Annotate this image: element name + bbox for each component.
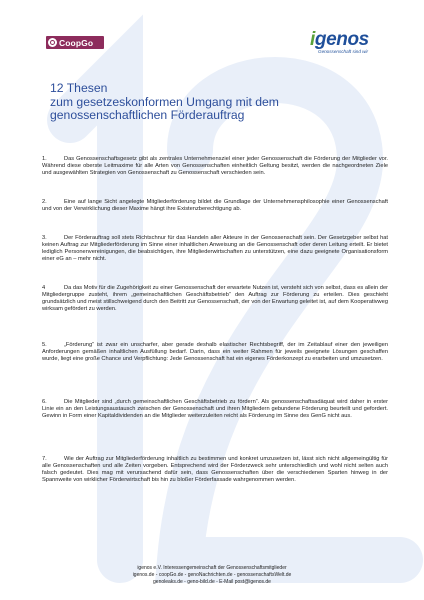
- coopgo-logo-text: CoopGo: [59, 37, 94, 48]
- thesis-2: [42, 199, 388, 213]
- title-line-3: genossenschaftlichen Förderauftrag: [50, 108, 245, 122]
- coopgo-mark-icon: [48, 38, 57, 47]
- footer-line-1: igenos e.V. Interessengemeinschaft der Genossenschaftsmitglieder: [137, 565, 287, 571]
- title-line-2: zum gesetzeskonformen Umgang mit dem: [50, 94, 279, 109]
- igenos-tagline: Genossenschaft sind wir: [318, 49, 369, 54]
- thesis-number: 6.: [42, 399, 47, 405]
- footer: [60, 565, 364, 586]
- thesis-7: [42, 456, 388, 485]
- thesis-number: 7.: [42, 456, 47, 462]
- thesis-text: „Förderung“ ist zwar ein unscharfer, aber gerade deshalb elastischer Rechtsbegriff, der im Zeitablauf einer den jeweiligen Anforderungen gemäßen inhaltlichen Ausfüllung bedarf. Darin, dass ein weiter Rahmen für jeweils geeignete Lösungen geschaffen wurde, liegt eine große Chance und Verpflichtung: Jede Genossenschaft hat ein eigenes Förderkonzept zu erarbeiten und umzusetzen.: [42, 342, 388, 363]
- page-title: [50, 82, 390, 123]
- thesis-text: Der Förderauftrag soll stets Richtschnur für das Handeln aller Akteure in der Genossenschaft sein. Der Gesetzgeber selbst hat keinen Auftrag zur Mitgliederförderung im Sinne einer inhaltlichen Anweisung an die Genossenschaft oder deren Leitung erteilt. Er bietet lediglich Personenvereinigungen, die beabsichtigen, ihre Mitgliederwirtschaften zu unterstützen, eine dazu geeignete Organisationsform einer eG an – mehr nicht.: [42, 235, 388, 263]
- thesis-text: Da das Motiv für die Zugehörigkeit zu einer Genossenschaft der erwartete Nutzen ist, versteht sich von selbst, dass es allein der Mitgliedergruppe zusteht, ihrem „gemeinschaftlichen Geschäftsbetrieb“ den Auftrag zur Förderung zu erteilen. Dies geschieht grundsätzlich und meist stillschweigend durch den Beitritt zur Genossenschaft, der von der Erwartung geleitet ist, auf dem Kooperativweg wirksam gefördert zu werden.: [42, 285, 388, 313]
- thesis-number: 5.: [42, 342, 47, 348]
- footer-line-2[interactable]: igenos.de - coopGo.de - genoNachrichten.de - genossenschaftsWelt.de: [132, 572, 292, 578]
- thesis-number: 3.: [42, 235, 47, 241]
- thesis-number: 1.: [42, 156, 47, 162]
- thesis-text: Eine auf lange Sicht angelegte Mitgliederförderung bildet die Grundlage der Unternehmensphilosophie einer Genossenschaft und von der Verwirklichung dieser Maxime hängt ihre Existenzberechtigung ab.: [42, 199, 388, 213]
- thesis-number: 4: [42, 285, 46, 291]
- thesis-number: 2.: [42, 199, 47, 205]
- title-line-1: 12 Thesen: [50, 81, 108, 95]
- thesis-text: Wie der Auftrag zur Mitgliederförderung inhaltlich zu bestimmen und konkret umzusetzen ist, lässt sich nicht allgemeingültig für alle Genossenschaften und alle Zeiten vorgeben. Entsprechend wird der Förderzweck sehr unterschiedlich und wohl nicht selten auch falsch gedeutet. Dies mag mit verursachend dafür sein, dass Genossenschaften über die verschiedenen Sparten hinweg in der Spannweite von wirklicher Förderwirtschaft bis hin zu bloßer Förderfassade wahrgenommen werden.: [42, 456, 388, 484]
- thesis-4: [42, 285, 388, 314]
- thesis-text: Das Genossenschaftsgesetz gibt als zentrales Unternehmensziel einer jeder Genossenschaft die Förderung der Mitglieder vor. Während diese oberste Leitmaxime für alle Arten von Genossenschaften einheitlich Geltung besitzt, werden die nachgeordneten Ziele und ausgewählten Strategien von Genossenschaft zu Genossenschaft verschieden sein.: [42, 156, 388, 177]
- footer-line-3[interactable]: genoleaks.de - geno-bild.de - E-Mail post@igenos.de: [153, 579, 271, 585]
- coopgo-logo[interactable]: [46, 36, 104, 49]
- igenos-logo[interactable]: [310, 30, 390, 60]
- thesis-3: [42, 235, 388, 264]
- thesis-6: [42, 399, 388, 420]
- thesis-text: Die Mitglieder sind „durch gemeinschaftlichen Geschäftsbetrieb zu fördern“. Als genossenschaftsadäquat wird daher in erster Linie ein an den Leistungsaustausch zwischen der Genossenschaft und ihren Mitgliedern gebundene Förderung beurteilt und gefordert. Gewinn in Form einer Kapitaldividenden an die Mitglieder weiterzuleiten reicht als Förderung im Sinne des GenG nicht aus.: [42, 399, 388, 420]
- thesis-1: [42, 156, 388, 177]
- igenos-logo-text: igenos: [310, 29, 369, 50]
- thesis-5: [42, 342, 388, 363]
